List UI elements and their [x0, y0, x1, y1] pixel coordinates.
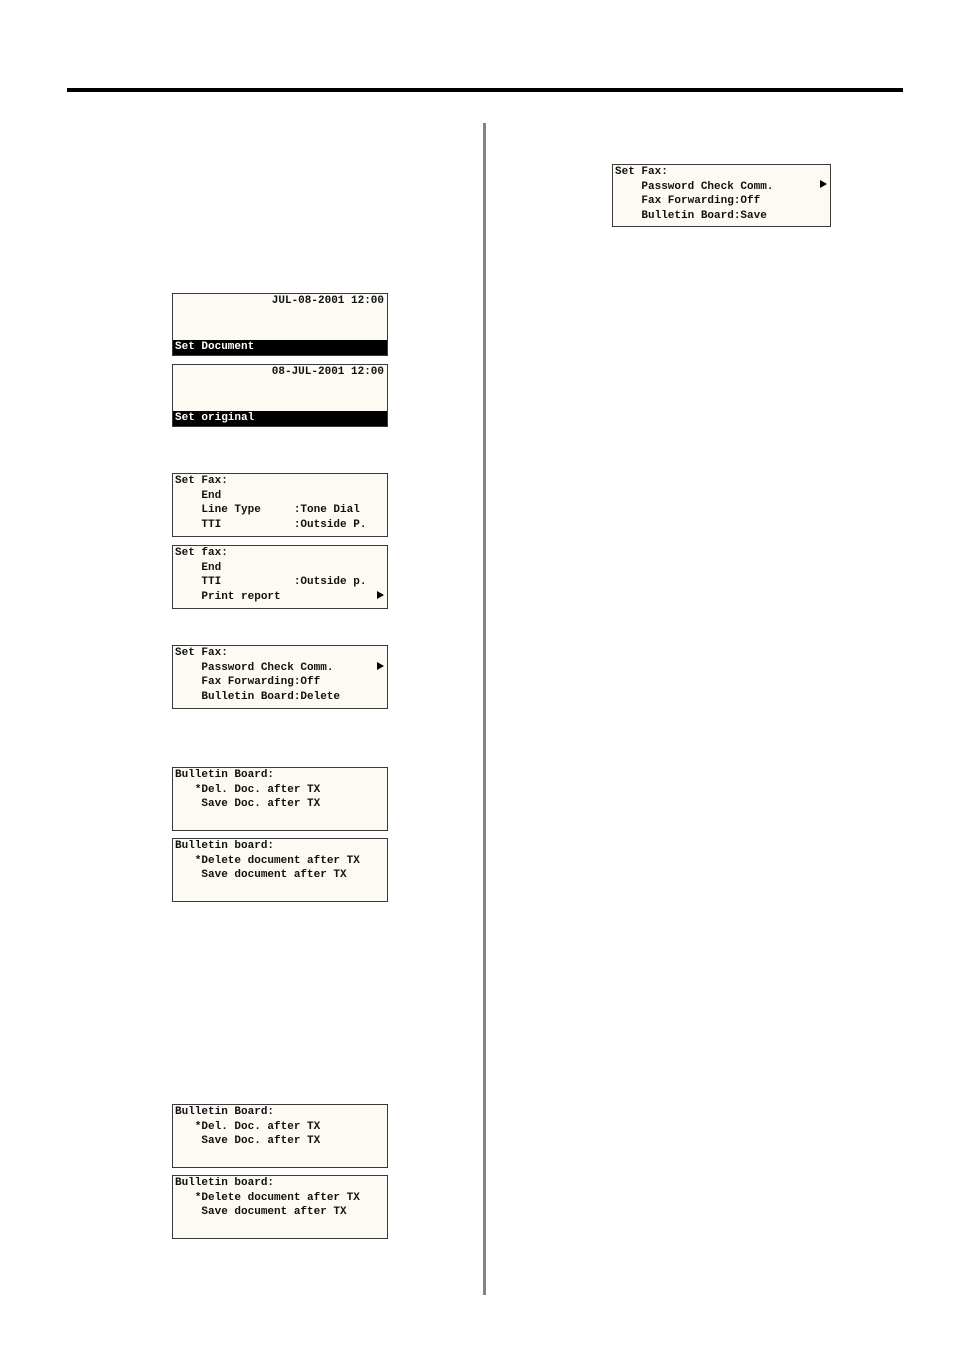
lcd-line: Bulletin board: [175, 840, 275, 852]
lcd-set-fax-bulletin-save [612, 164, 831, 227]
lcd-line: Set fax: [175, 547, 228, 559]
lcd-line: *Delete document after TX [175, 1191, 360, 1204]
lcd-bulletin-board-long [172, 838, 388, 902]
lcd-set-fax-bulletin-delete [172, 645, 388, 709]
lcd-line: Bulletin Board:Save [615, 209, 767, 222]
lcd-line: Fax Forwarding:Off [175, 676, 321, 689]
lcd-line: Save Doc. after TX [175, 1135, 321, 1148]
lcd-line: *Delete document after TX [175, 854, 360, 867]
lcd-date-text: 08-JUL-2001 12:00 [271, 366, 384, 378]
lcd-line: End [175, 489, 222, 502]
lcd-line: Password Check Comm. [175, 661, 334, 674]
lcd-line: Set Fax: [175, 475, 228, 487]
column-divider [483, 123, 486, 1295]
lcd-line: Bulletin board: [175, 1177, 275, 1189]
lcd-line: Bulletin Board: [175, 769, 275, 781]
cursor-arrow-icon [377, 662, 384, 670]
lcd-status-message: Set Document [173, 340, 387, 355]
cursor-arrow-icon [820, 180, 827, 188]
lcd-bulletin-board-short [172, 767, 388, 831]
lcd-line: Set Fax: [175, 647, 228, 659]
lcd-line: *Del. Doc. after TX [175, 1120, 321, 1133]
lcd-line: TTI :Outside P. [175, 518, 367, 531]
lcd-bulletin-board-short [172, 1104, 388, 1168]
lcd-date-text: JUL-08-2001 12:00 [271, 295, 384, 307]
lcd-line: TTI :Outside p. [175, 576, 367, 589]
cursor-arrow-icon [377, 591, 384, 599]
lcd-line: End [175, 561, 222, 574]
lcd-date-english [172, 293, 388, 356]
lcd-status-message: Set original [173, 411, 387, 426]
lcd-line: Save Doc. after TX [175, 798, 321, 811]
lcd-bulletin-board-long [172, 1175, 388, 1239]
lcd-set-fax-line-type [172, 473, 388, 537]
lcd-line: Line Type :Tone Dial [175, 504, 360, 517]
lcd-date-international [172, 364, 388, 427]
lcd-line: Password Check Comm. [615, 180, 774, 193]
lcd-line: Bulletin Board:Delete [175, 690, 341, 703]
lcd-set-fax-print-report [172, 545, 388, 609]
lcd-line: Save document after TX [175, 1206, 347, 1219]
header-rule [67, 88, 903, 92]
lcd-line: *Del. Doc. after TX [175, 783, 321, 796]
lcd-line: Print report [175, 590, 281, 603]
lcd-line: Bulletin Board: [175, 1106, 275, 1118]
lcd-line: Save document after TX [175, 869, 347, 882]
lcd-line: Fax Forwarding:Off [615, 195, 761, 208]
lcd-line: Set Fax: [615, 166, 668, 178]
